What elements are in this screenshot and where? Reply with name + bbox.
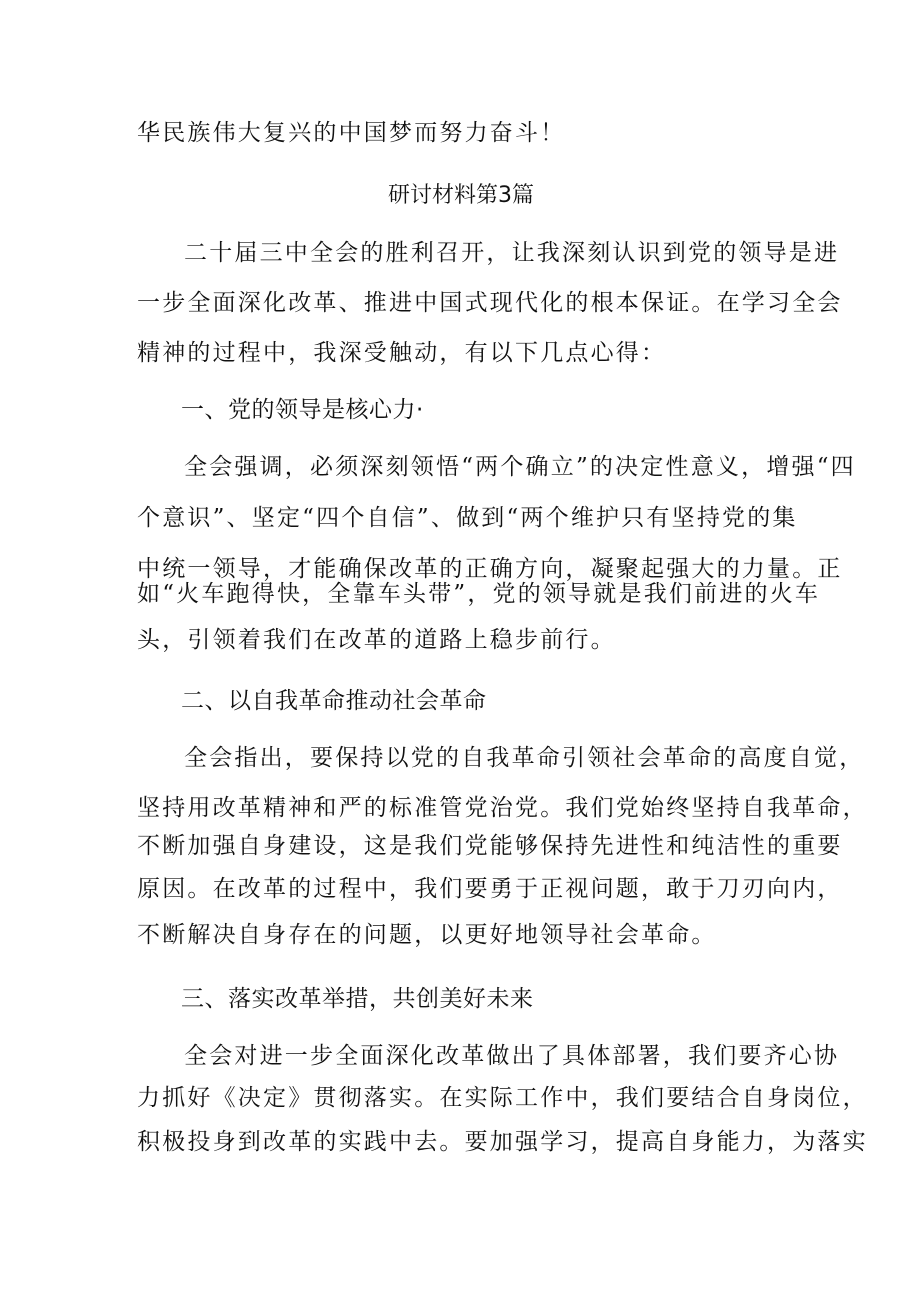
paragraph-line: 头，引领着我们在改革的道路上稳步前行。 [137, 627, 616, 653]
paragraph-line: 积极投身到改革的实践中去。要加强学习，提高自身能力，为落实 [137, 1129, 868, 1155]
paragraph-line: 不断解决自身存在的问题，以更好地领导社会革命。 [137, 922, 717, 948]
carryover-line: 华民族伟大复兴的中国梦而努力奋斗！ [137, 120, 566, 146]
paragraph-line: 力抓好《决定》贯彻落实。在实际工作中，我们要结合自身岗位， [137, 1085, 868, 1111]
paragraph-line: 坚持用改革精神和严的标准管党治党。我们党始终坚持自我革命， [137, 795, 868, 821]
intro-line: 精神的过程中，我深受触动，有以下几点心得： [137, 340, 667, 366]
paragraph-line: 全会强调，必须深刻领悟“两个确立”的决定性意义，增强“四 [184, 454, 856, 480]
paragraph-line: 中统一领导，才能确保改革的正确方向，凝聚起强大的力量。正 [137, 556, 843, 582]
intro-line: 一步全面深化改革、推进中国式现代化的根本保证。在学习全会 [137, 290, 843, 316]
section-heading: 一、党的领导是核心力· [181, 397, 424, 423]
paragraph-line: 不断加强自身建设，这是我们党能够保持先进性和纯洁性的重要 [137, 833, 843, 859]
paragraph-line: 原因。在改革的过程中，我们要勇于正视问题，敢于刀刃向内， [137, 876, 843, 902]
section-heading: 三、落实改革举措，共创美好未来 [181, 986, 534, 1012]
document-title: 研讨材料第3篇 [388, 183, 534, 208]
section-heading: 二、以自我革命推动社会革命 [181, 688, 487, 714]
paragraph-line: 全会指出，要保持以党的自我革命引领社会革命的高度自觉， [184, 745, 865, 771]
paragraph-line: 全会对进一步全面深化改革做出了具体部署，我们要齐心协 [184, 1043, 840, 1069]
paragraph-line: 如“火车跑得快，全靠车头带”，党的领导就是我们前进的火车 [137, 581, 821, 607]
paragraph-line: 个意识”、坚定“四个自信”、做到“两个维护只有坚持党的集 [137, 505, 798, 531]
intro-line: 二十届三中全会的胜利召开，让我深刻认识到党的领导是进 [184, 240, 840, 266]
